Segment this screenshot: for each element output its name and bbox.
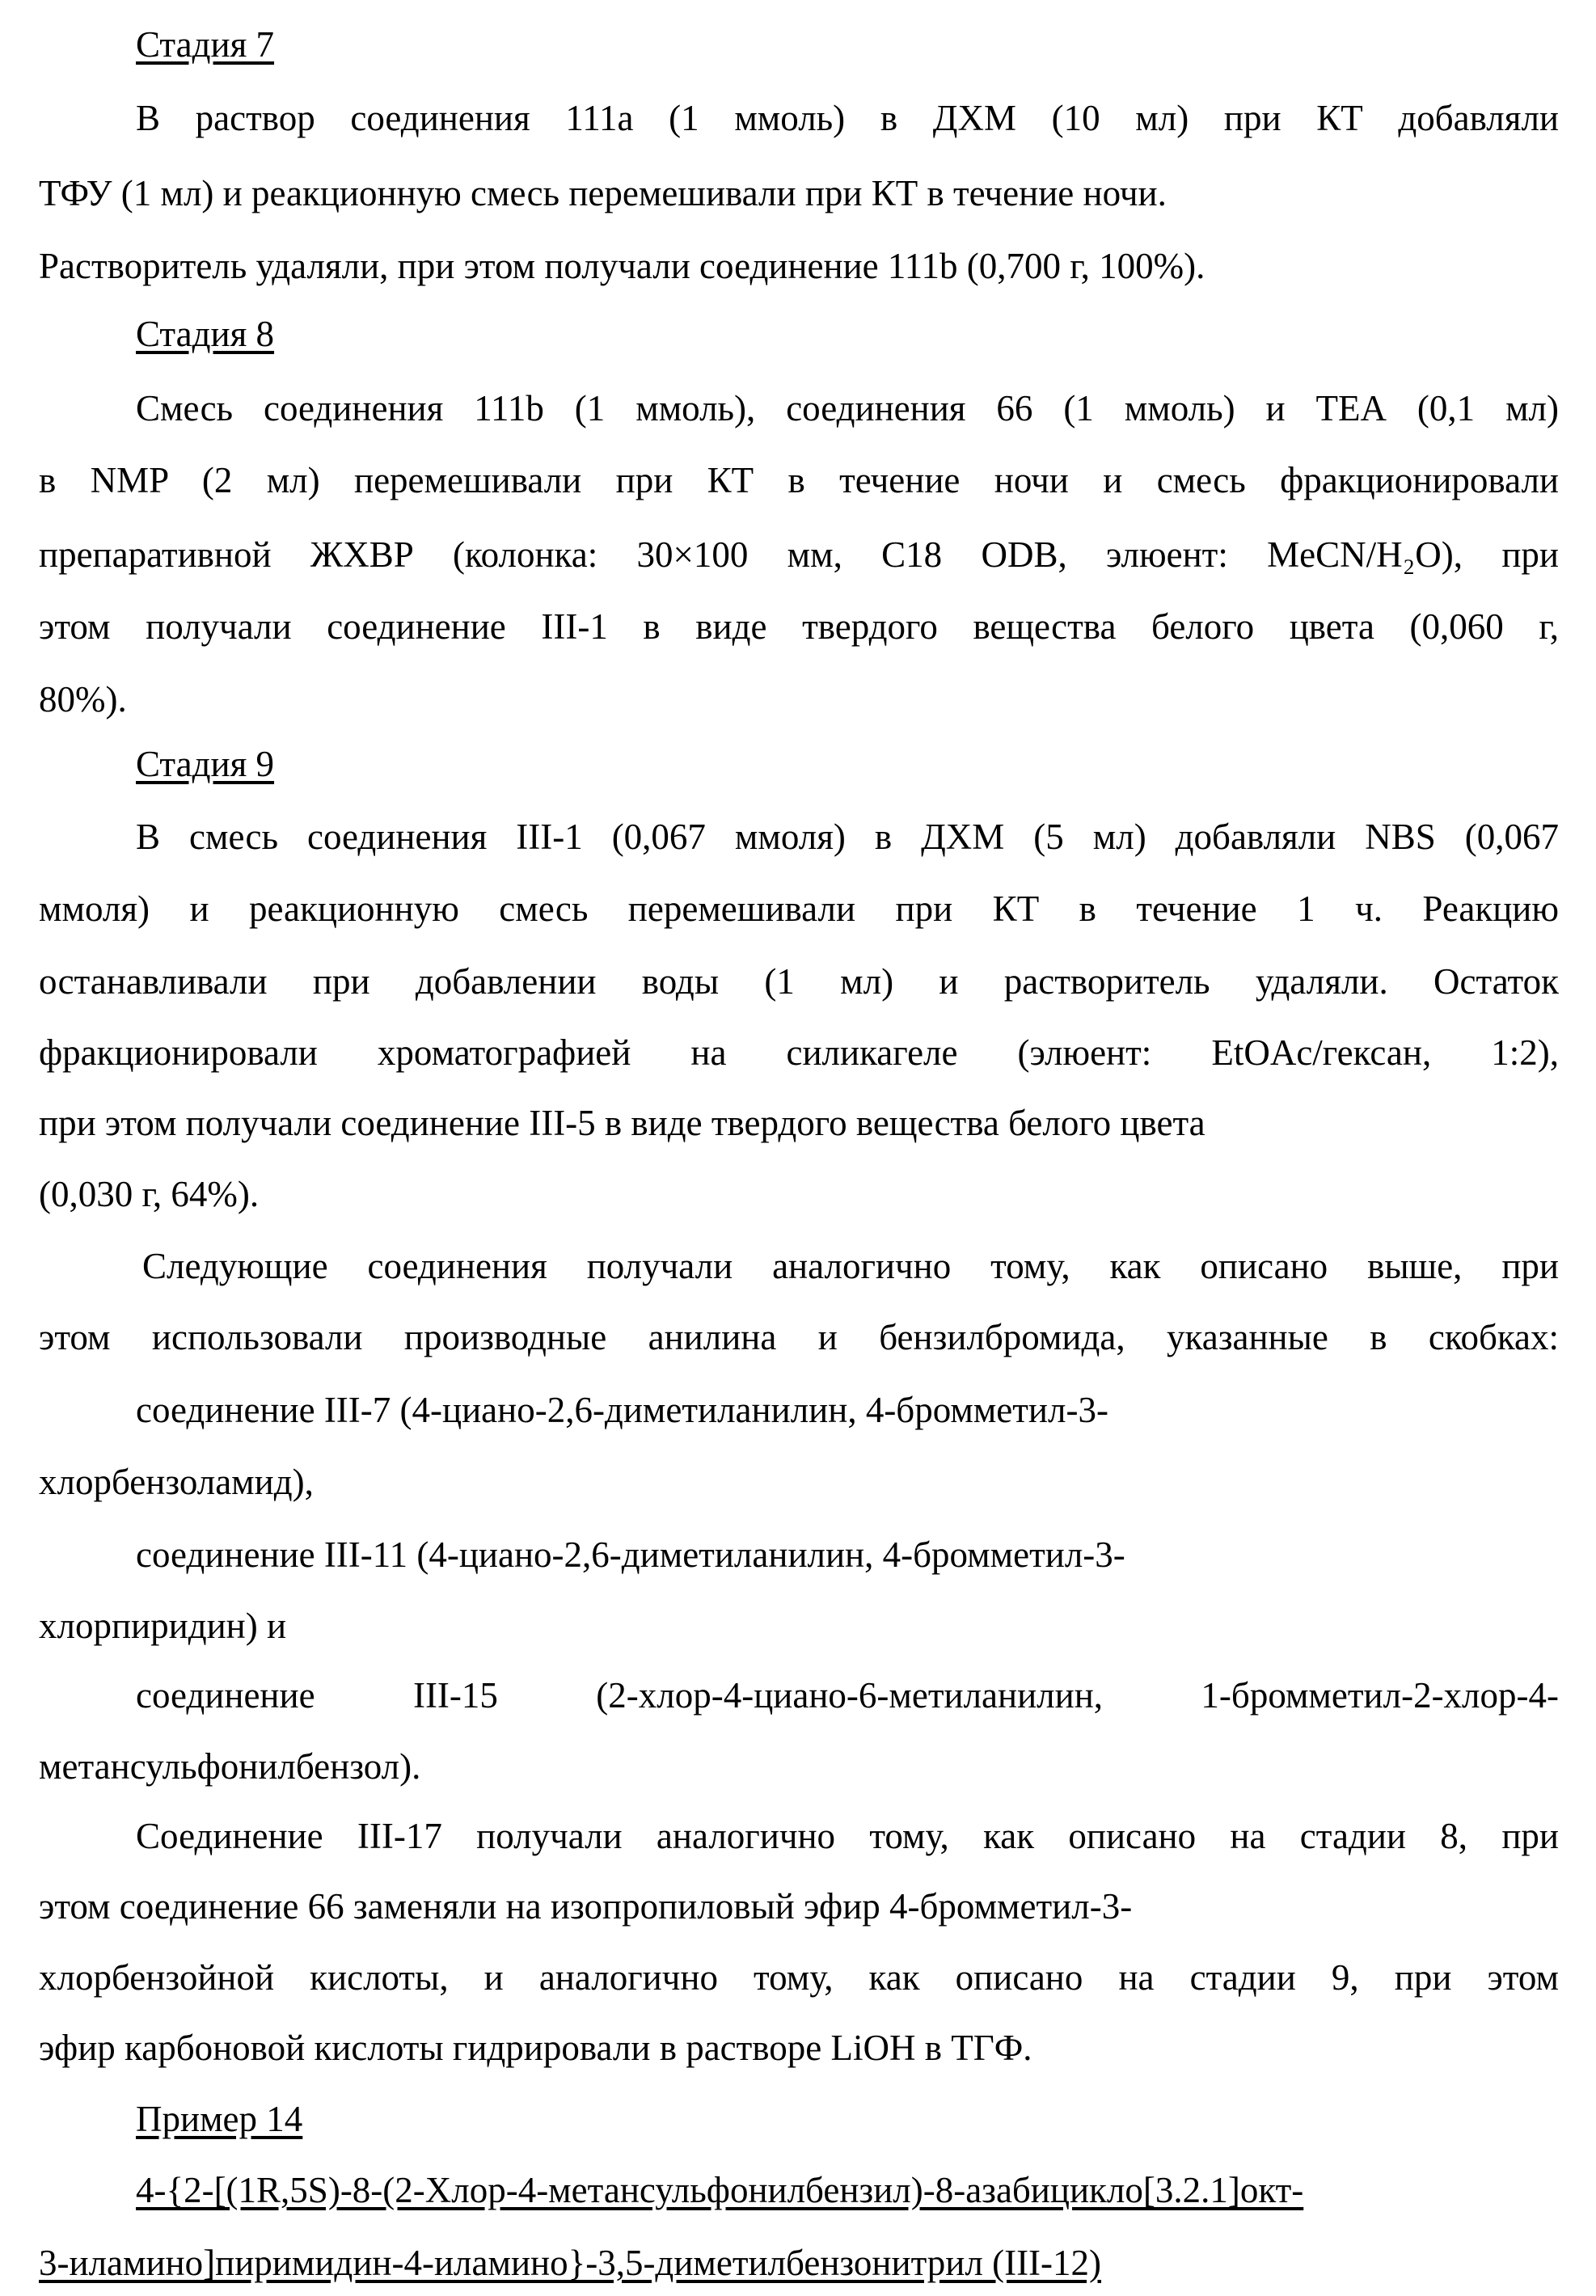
text-line: в NMP (2 мл) перемешивали при КТ в течение ночи и смесь фракционировали: [39, 458, 1559, 503]
text-line: ТФУ (1 мл) и реакционную смесь перемешивали при КТ в течение ночи.: [39, 171, 1559, 216]
text-line: соединение III-11 (4-циано-2,6-диметиланилин, 4-бромметил-3-: [136, 1532, 1559, 1577]
text-line: Растворитель удаляли, при этом получали соединение 111b (0,700 г, 100%).: [39, 243, 1559, 289]
text-line: соединение III-15 (2-хлор-4-циано-6-метиланилин, 1-бромметил-2-хлор-4-: [136, 1673, 1559, 1718]
text-line: В смесь соединения III-1 (0,067 ммоля) в ДХМ (5 мл) добавляли NBS (0,067: [136, 814, 1559, 859]
text-line: этом использовали производные анилина и бензилбромида, указанные в скобках:: [39, 1315, 1559, 1360]
text-line: останавливали при добавлении воды (1 мл) и растворитель удаляли. Остаток: [39, 959, 1559, 1004]
text-line: Смесь соединения 111b (1 ммоль), соединения 66 (1 ммоль) и ТЕА (0,1 мл): [136, 386, 1559, 431]
text-line: хлорбензойной кислоты, и аналогично тому, как описано на стадии 9, при этом: [39, 1955, 1559, 2000]
compound-title-line: 3-иламино]пиримидин-4-иламино}-3,5-диметилбензонитрил (III-12): [39, 2240, 1559, 2285]
stage-9-heading: Стадия 9: [136, 741, 1559, 787]
stage-8-heading: Стадия 8: [136, 311, 1559, 357]
stage-7-heading: Стадия 7: [136, 22, 1559, 67]
text-line: 80%).: [39, 677, 1559, 722]
text-line: Соединение III-17 получали аналогично тому, как описано на стадии 8, при: [136, 1813, 1559, 1859]
text-line: (0,030 г, 64%).: [39, 1171, 1559, 1217]
text-line: эфир карбоновой кислоты гидрировали в растворе LiOH в ТГФ.: [39, 2025, 1559, 2070]
text-line: хлорбензоламид),: [39, 1459, 1559, 1505]
example-14-heading: Пример 14: [136, 2096, 1559, 2142]
compound-title-line: 4-{2-[(1R,5S)-8-(2-Хлор-4-метансульфонилбензил)-8-азабицикло[3.2.1]окт-: [136, 2167, 1559, 2213]
text-line: соединение III-7 (4-циано-2,6-диметиланилин, 4-бромметил-3-: [136, 1387, 1559, 1433]
text-line: фракционировали хроматографией на силикагеле (элюент: EtOAc/гексан, 1:2),: [39, 1030, 1559, 1075]
text-line: В раствор соединения 111a (1 ммоль) в ДХМ (10 мл) при КТ добавляли: [136, 95, 1559, 141]
text-line: метансульфонилбензол).: [39, 1744, 1559, 1789]
text-line: хлорпиридин) и: [39, 1603, 1559, 1648]
text-line: этом получали соединение III-1 в виде твердого вещества белого цвета (0,060 г,: [39, 604, 1559, 649]
text-line: этом соединение 66 заменяли на изопропиловый эфир 4-бромметил-3-: [39, 1884, 1559, 1929]
text-line: ммоля) и реакционную смесь перемешивали при КТ в течение 1 ч. Реакцию: [39, 886, 1559, 931]
text-line: Следующие соединения получали аналогично тому, как описано выше, при: [142, 1243, 1559, 1289]
text-line: при этом получали соединение III-5 в виде твердого вещества белого цвета: [39, 1100, 1559, 1146]
text-line: препаративной ЖХВР (колонка: 30×100 мм, C18 ODB, элюент: MeCN/H₂O), при: [39, 532, 1559, 577]
